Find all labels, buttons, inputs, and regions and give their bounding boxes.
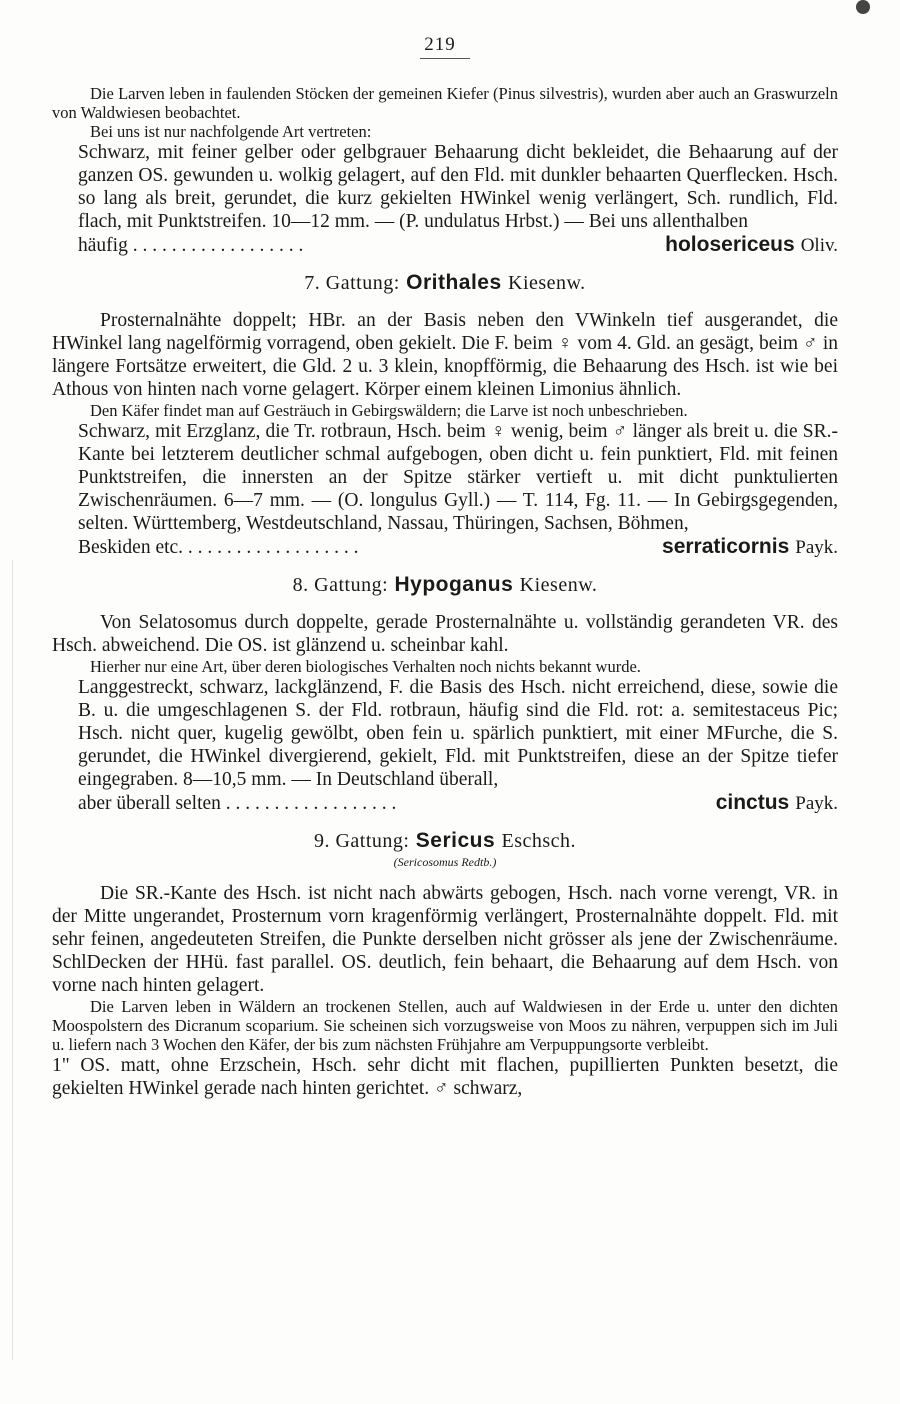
genus-prefix: 8. Gattung: [292, 574, 389, 596]
species-author: Payk. [795, 793, 838, 814]
genus-author: Eschsch. [501, 830, 577, 852]
species-author: Payk. [795, 537, 838, 558]
biology-note-paragraph: Den Käfer findet man auf Gesträuch in Gebirgswäldern; die Larve ist noch unbeschrieben. [90, 401, 688, 420]
species-name: holosericeus [665, 233, 795, 256]
genus-name: Hypoganus [388, 573, 520, 596]
genus-name: Sericus [409, 829, 502, 852]
genus-synonym: (Sericosomus Redtb.) [393, 855, 497, 869]
body-paragraph: Die SR.-Kante des Hsch. ist nicht nach abwärts gebogen, Hsch. nach vorne verengt, VR. in der Mitte ungerandet, Prosternum vorn kragenförmig verlängert, Prosternalnähte doppelt. Fld. mit sehr feinen, angedeuteten Streifen, die Punkte derselben nicht grösser als jene der Zwischenräume. SchlDecken der HHü. fast parallel. OS. deutlich, fein behaart, die Behaarung auf dem Hsch. von vorne nach hinten gelagert. [52, 883, 838, 996]
body-paragraph: Prosternalnähte doppelt; HBr. an der Basis neben den VWinkeln tief ausgerandet, die HWinkel lang nagelförmig vorragend, oben gekielt. Die F. beim ♀ vom 4. Gld. an gesägt, beim ♂ in längere Fortsätze erweitert, die Gld. 2 u. 3 klein, knopfförmig, die Behaarung des Hsch. ist wie bei Athous von hinten nach vorne gelagert. Körper einem kleinen Limonius ähnlich. [52, 310, 838, 400]
genus-author: Kiesenw. [508, 272, 586, 294]
genus-heading [52, 573, 838, 597]
page-number: 219 [424, 34, 456, 55]
biology-note-paragraph: Die Larven leben in Wäldern an trockenen Stellen, auch auf Waldwiesen in der Erde u. unter den dichten Moospolstern des Dicranum scoparium. Sie scheinen sich vorzugsweise von Moos zu nähren, verpuppen sich im Juli u. liefern nach 3 Wochen den Käfer, der bis zum nächsten Frühjahre am Verpuppungsorte verbleibt. [52, 997, 838, 1054]
species-author: Oliv. [800, 235, 838, 256]
species-entry [52, 233, 838, 257]
body-paragraph: 1" OS. matt, ohne Erzschein, Hsch. sehr dicht mit flachen, pupillierten Punkten besetzt, die gekielten HWinkel gerade nach hinten gerichtet. ♂ schwarz, [52, 1055, 838, 1099]
species-entry [52, 535, 838, 559]
genus-prefix: 7. Gattung: [304, 272, 400, 294]
genus-heading [52, 829, 838, 853]
species-entry-lead: aber überall selten . . . . . . . . . . . . . . . . . . [78, 793, 397, 814]
biology-note-paragraph: Die Larven leben in faulenden Stöcken der gemeinen Kiefer (Pinus silvestris), wurden aber auch an Graswurzeln von Waldwiesen beobachtet. [52, 84, 838, 122]
genus-heading [52, 271, 838, 295]
biology-note-paragraph: Bei uns ist nur nachfolgende Art vertreten: [90, 122, 372, 141]
genus-name: Orithales [399, 271, 508, 294]
biology-note-paragraph: Hierher nur eine Art, über deren biologisches Verhalten noch nichts bekannt wurde. [90, 657, 641, 676]
page-number-rule [420, 58, 470, 59]
species-name: cinctus [715, 791, 790, 814]
species-description-paragraph: Schwarz, mit feiner gelber oder gelbgrauer Behaarung dicht bekleidet, die Behaarung auf der ganzen OS. gewunden u. wolkig gelagert, auf den Fld. mit dunkler behaarten Querflecken. Hsch. so lang als breit, gerundet, die kurz gekielten HWinkel wenig verlängert, Sch. rundlich, Fld. flach, mit Punktstreifen. 10—12 mm. — (P. undulatus Hrbst.) — Bei uns allenthalben [78, 142, 838, 232]
species-entry [52, 791, 838, 815]
species-description-paragraph: Langgestreckt, schwarz, lackglänzend, F. die Basis des Hsch. nicht erreichend, diese, sowie die B. u. die umgeschlagenen S. der Fld. rotbraun, häufig sind die Fld. rot: a. semitestaceus Pic; Hsch. nicht quer, kugelig gewölbt, oben fein u. spärlich punktiert, mit einer MFurche, die S. gerundet, die HWinkel divergierend, gekielt, Fld. mit Punktstreifen, diese an der Spitze tiefer eingegraben. 8—10,5 mm. — In Deutschland überall, [78, 677, 838, 790]
species-entry-lead: häufig . . . . . . . . . . . . . . . . . . [78, 235, 304, 256]
page-body [52, 84, 838, 1100]
species-entry-lead: Beskiden etc. . . . . . . . . . . . . . . . . . . [78, 537, 359, 558]
print-blot [856, 0, 870, 14]
body-paragraph: Von Selatosomus durch doppelte, gerade Prosternalnähte u. vollständig gerandeten VR. des Hsch. abweichend. Die OS. ist glänzend u. scheinbar kahl. [52, 612, 838, 656]
margin-fold-line [12, 560, 13, 1360]
genus-prefix: 9. Gattung: [313, 830, 410, 852]
species-description-paragraph: Schwarz, mit Erzglanz, die Tr. rotbraun, Hsch. beim ♀ wenig, beim ♂ länger als breit u. die SR.-Kante bei letzterem deutlicher schmal aufgebogen, oben dicht u. fein punktiert, Fld. mit feinen Punktstreifen, die innersten an der Spitze stärker vertieft u. mit dicht punktulierten Zwischenräumen. 6—7 mm. — (O. longulus Gyll.) — T. 114, Fg. 11. — In Gebirgsgegenden, selten. Württemberg, Westdeutschland, Nassau, Thüringen, Sachsen, Böhmen, [78, 421, 838, 534]
genus-author: Kiesenw. [519, 574, 598, 596]
species-name: serraticornis [662, 535, 790, 558]
